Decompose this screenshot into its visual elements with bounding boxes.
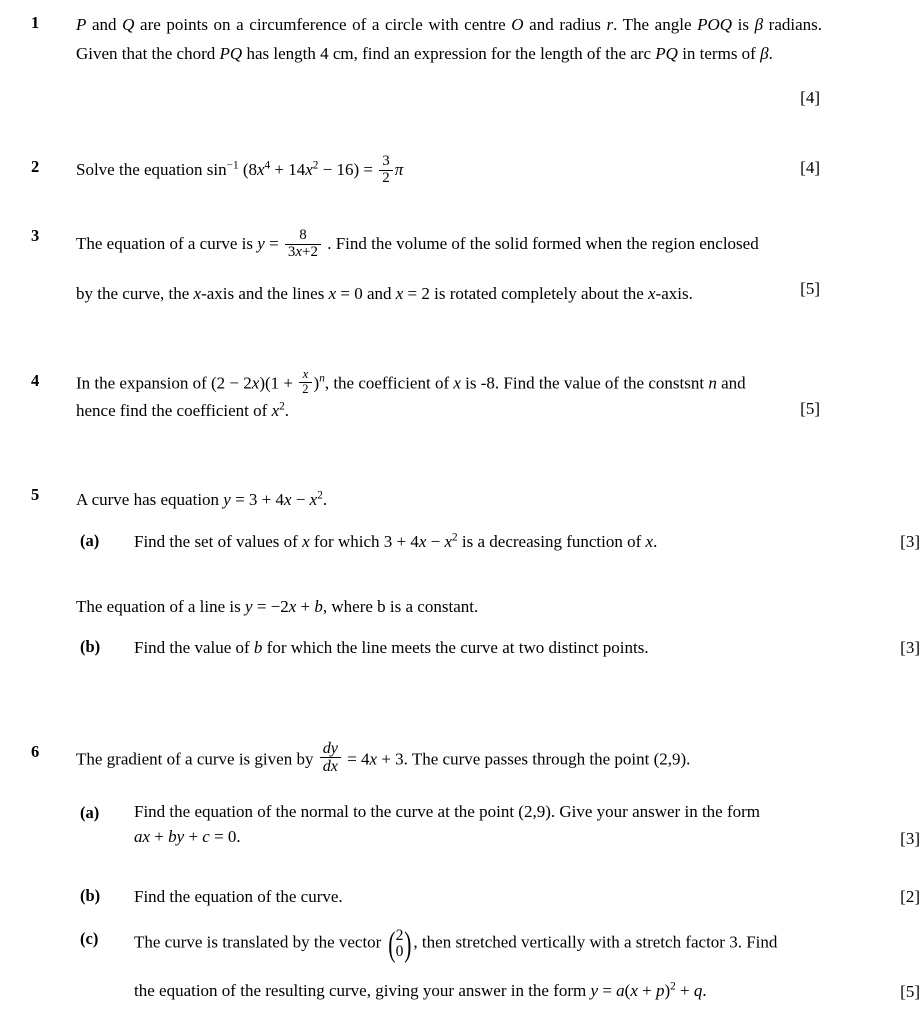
exponent-2-q4: 2 [279,399,285,412]
question-3-text-line-1: The equation of a curve is y = $\frac{8}{3x+2}$ . Find the volume of the solid formed when the region enclosed [76,226,759,260]
question-6-part-a-marks: [3] [900,829,920,848]
var-Q: Q [122,15,135,34]
term-by: by [168,826,185,846]
var-beta-2: β [760,44,769,64]
question-2-marks: [4] [800,158,820,177]
var-x-q5b: x [309,490,318,509]
question-1-marks: [4] [800,88,820,107]
question-1-number: 1 [31,13,40,32]
vector-left-paren: ( [387,924,396,964]
question-5-part-a-marks: [3] [900,532,920,551]
fraction-eight-over-three-x-plus-two: $\frac{8}{3x+2}$ [285,228,321,261]
vector-top-value: 2 [395,927,404,944]
question-6-part-c-text-line-2: the equation of the resulting curve, giving your answer in the form $y = a(x + p)^2 + q$. [134,980,707,1001]
question-6-part-a [80,800,920,849]
column-vector [387,924,413,964]
question-2-text: Solve the equation $\sin^{-1} (8x^4 + 14x^2 - 16)$ = $\frac{3}{2}$ π [76,152,404,186]
question-6 [0,739,882,777]
inverse-sine-exponent: −1 [226,159,239,172]
question-5-part-b-label: (b) [80,637,101,656]
question-6-part-a-text: Find the equation of the normal to the curve at the point (2,9). Give your answer in the form ax + by + c = 0. [134,802,761,846]
var-x-4x: x [418,532,427,551]
vector-bottom-value: 0 [395,942,404,960]
question-6-part-c-marks: [5] [900,982,920,1001]
var-x-gradient: x [369,749,378,769]
var-y: y [257,234,265,253]
exponent-2-q5: 2 [317,489,323,502]
question-1 [0,10,882,107]
exponent-2-q6c: 2 [670,980,676,993]
question-2 [0,152,882,189]
question-1-text: P and Q are points on a circumference of a circle with centre O and radius r. The angle POQ is β radians. Given that the chord PQ has length 4 cm, find an expression for the length of the arc PQ in terms of β. [76,15,823,64]
var-x-squared: x [271,400,280,420]
exponent-4: 4 [264,159,271,172]
question-6-part-b [80,883,920,910]
question-6-part-c-text-line-1: The curve is translated by the vector ( 2 0 ) , then stretched vertically with a stretch factor 3. Find [134,924,778,964]
question-5-part-b-marks: [3] [900,638,920,657]
question-3-marks: [5] [800,279,820,298]
question-6-part-b-marks: [2] [900,887,920,906]
question-5-number: 5 [31,485,40,504]
question-6-number: 6 [31,742,40,761]
question-5-stem: A curve has equation $y = 3 + 4x - x^2$. [76,489,328,509]
var-x-2: x [305,160,313,179]
exponent-2: 2 [312,159,319,172]
derivative-dy-dx: $\frac{dy}{dx}$ [320,740,341,775]
question-5-part-a-text: Find the set of values of x for which $3 + 4x - x^2$ is a decreasing function of x. [134,531,658,551]
chord-PQ: PQ [219,44,243,64]
question-3 [0,228,882,308]
var-x-line-2: x [395,283,404,303]
var-x-line-0: x [328,283,337,303]
var-x-set: x [302,532,310,551]
var-x-sq: x [444,532,453,551]
var-r: r [606,15,614,34]
question-4-number: 4 [31,371,40,390]
question-6-part-c [80,924,920,1004]
question-6-part-a-label: (a) [80,803,100,822]
question-5-part-a [80,528,920,555]
var-x-axis-1: x [193,283,202,303]
question-5-line-text: The equation of a line is y = −2x + b, where b is a constant. [76,597,479,616]
var-x-expansion: x [251,373,260,393]
var-x-axis-2: x [648,283,656,303]
var-n: n [708,373,717,393]
var-x-line: x [288,597,297,616]
question-2-number: 2 [31,157,40,176]
fraction-x-over-two: $\frac{x}{2}$ [299,368,311,396]
question-4-marks: [5] [800,399,820,418]
question-5-line-equation [0,592,882,621]
angle-POQ: POQ [697,15,733,34]
var-y-result: y [590,981,599,1001]
symbol-pi: π [394,160,404,179]
term-c: c [202,826,210,846]
var-p-result: p [655,981,665,1001]
question-6-stem: The gradient of a curve is given by $\frac{dy}{dx}$ = 4x + 3. The curve passes through the point (2,9). [76,739,691,776]
vector-right-paren: ) [404,924,412,964]
var-x-func: x [645,532,654,551]
var-x-q5a: x [284,490,292,509]
exponent-n: n [319,372,325,385]
var-x-coefficient: x [453,373,461,393]
question-4-text-line-2: hence find the coefficient of $x^2$. [76,399,289,420]
term-ax: ax [134,826,151,846]
question-4 [0,367,882,423]
fraction-three-halves: $\frac{3}{2}$ [379,154,392,187]
var-x-1: x [256,160,265,179]
question-5-part-a-label: (a) [80,531,100,550]
arc-PQ: PQ [655,44,678,64]
var-O: O [511,15,524,34]
exponent-2-q5a: 2 [452,531,458,544]
var-x-result: x [630,981,638,1001]
question-3-number: 3 [31,226,40,245]
question-6-part-b-text: Find the equation of the curve. [134,887,343,906]
question-4-text-line-1: In the expansion of (2 − 2x)(1 + $\frac{x}{2}$ )$^n$, the coefficient of x is -8. Find the value of the constsnt n and [76,367,746,396]
var-a-result: a [616,981,625,1001]
var-P: P [76,15,87,34]
var-y-q5: y [223,490,231,509]
question-6-part-b-label: (b) [80,886,101,905]
question-5 [0,485,882,514]
var-b-value: b [253,638,263,657]
question-3-text-line-2: by the curve, the x-axis and the lines x = 0 and x = 2 is rotated completely about the x-axis. [76,283,693,303]
question-5-part-b-text: Find the value of b for which the line meets the curve at two distinct points. [134,638,649,657]
var-beta: β [754,15,764,34]
var-q-result: q [693,981,703,1001]
question-6-part-c-label: (c) [80,929,99,948]
question-5-part-b [80,634,920,661]
var-y-line: y [245,597,253,616]
var-b-line: b [314,597,323,616]
